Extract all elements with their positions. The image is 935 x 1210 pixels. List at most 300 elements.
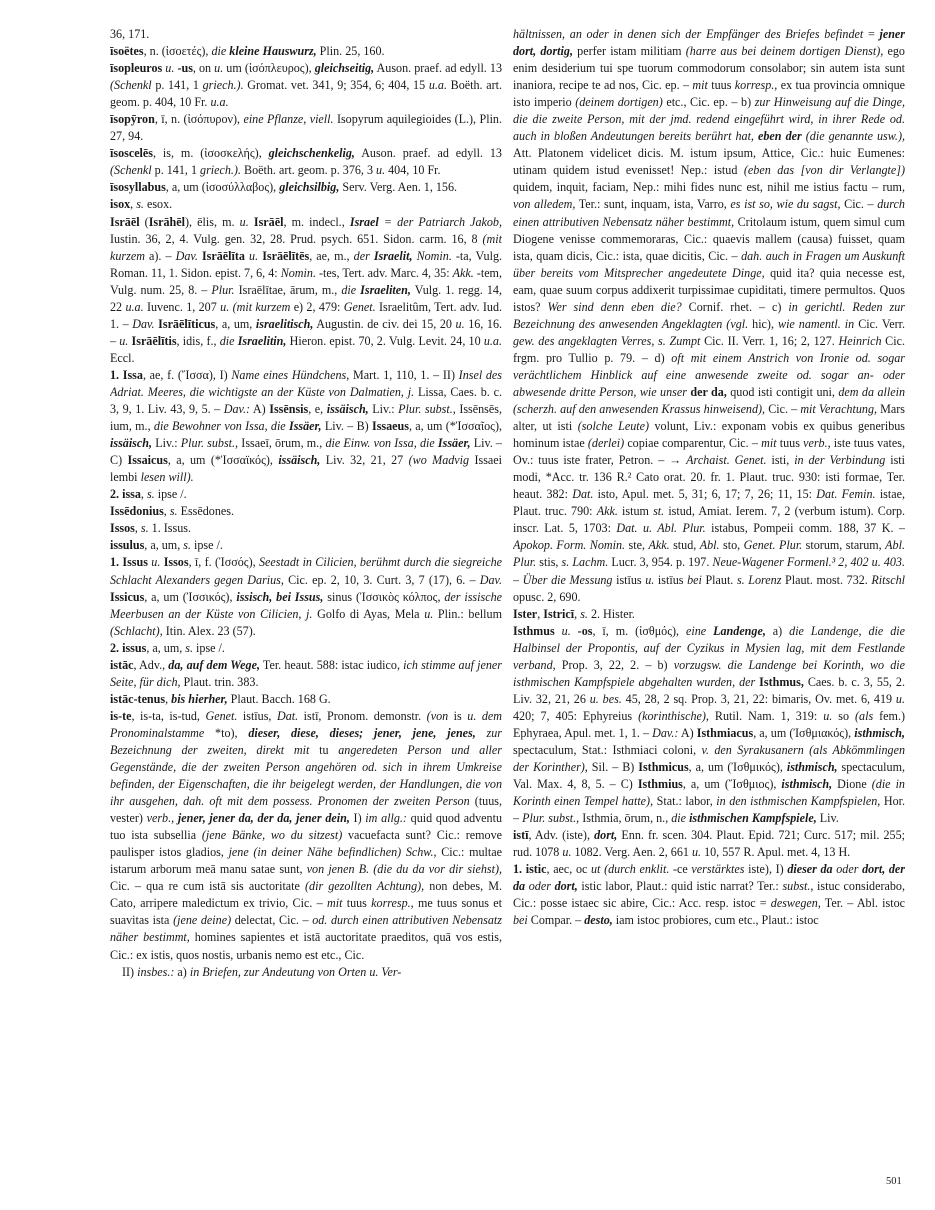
entry-text: etc., Cic. ep. – b): [662, 95, 755, 110]
entry-text: spectaculum, Stat.: Isthmiaci coloni,: [513, 742, 702, 757]
headword: 1. Issus: [110, 555, 148, 570]
entry-text: a): [765, 623, 790, 638]
entry-text: (mit kurzem: [232, 299, 291, 314]
entry-text: ,: [140, 487, 147, 502]
headword: īsoëtes: [110, 44, 144, 59]
entry-text: Sil. – B): [587, 760, 639, 775]
entry-text: isthmisch,: [854, 725, 905, 740]
entry-text: , a, um (*Ἰσσαῖος),: [408, 419, 502, 434]
dictionary-entry: [110, 145, 502, 179]
dictionary-entry: [110, 196, 502, 213]
headword: 1. Issa: [110, 367, 143, 382]
entry-text: issäisch,: [278, 453, 321, 468]
entry-text: esox.: [143, 197, 173, 212]
headword: Issicus: [110, 589, 145, 604]
entry-text: es ist so, wie du sagst,: [730, 197, 841, 212]
entry-text: 420; 7, 405: Ephyreius: [513, 708, 639, 723]
entry-text: da, auf dem Wege,: [168, 657, 260, 672]
entry-text: istae, Plaut. truc. 790:: [513, 487, 905, 519]
entry-text: istuc considerabo, Cic.: posse istaec sic abire, Cic.: Acc. resp. istoc =: [513, 879, 905, 911]
entry-text: Wer sind denn eben die?: [547, 299, 682, 314]
entry-text: Cic. II. Verr. 1, 16; 2, 127.: [700, 333, 839, 348]
entry-text: insbes.:: [137, 964, 175, 979]
entry-text: Cic. Verr.: [854, 316, 905, 331]
entry-text: Akk.: [648, 538, 670, 553]
headword: 2. issus: [110, 640, 147, 655]
headword: īsopȳron: [110, 112, 155, 127]
entry-text: (: [139, 214, 149, 229]
entry-text: Israel: [349, 214, 379, 229]
headword: 2. issa: [110, 487, 141, 502]
entry-text: (korinthische),: [638, 708, 709, 723]
entry-text: mit: [326, 896, 343, 911]
entry-text: Akk.: [596, 504, 618, 519]
entry-text: opusc. 2, 690.: [513, 589, 581, 604]
entry-text: p. 141, 1: [151, 78, 203, 93]
entry-text: Plaut. most. 732.: [781, 572, 872, 587]
entry-text: ipse /.: [191, 538, 223, 553]
headword: īsosyllabus: [110, 180, 166, 195]
entry-text: Liv.:: [368, 402, 399, 417]
entry-text: ste,: [625, 538, 649, 553]
entry-text: Akk.: [452, 265, 474, 280]
entry-text: bis hierher,: [171, 691, 228, 706]
entry-text: Critolaum istum, quem simul cum Diogene venisse commemoraras, Cic.: quaevis mallem (causa) fuisset, quam ista, quam dicis, Cic.: ista, quae dicitis, Cic. –: [513, 214, 905, 263]
entry-text: (Schenkl: [110, 163, 152, 178]
entry-text: (mit kurzem: [110, 231, 502, 263]
entry-text: Dat. Femin.: [816, 487, 876, 502]
entry-text: tuus: [707, 78, 735, 93]
entry-text: u.: [239, 214, 249, 229]
entry-text: so: [832, 708, 856, 723]
dictionary-entry: [110, 657, 502, 691]
entry-text: p. 141, 1: [151, 163, 201, 178]
dictionary-entry: [110, 214, 502, 367]
entry-text: (deinem dortigen): [575, 95, 663, 110]
headword: -os: [577, 623, 593, 638]
entry-text: ex tua provincia omnique isto imperio: [513, 78, 905, 110]
entry-text: , ae, m.,: [309, 248, 354, 263]
entry-text: Plur. subst.,: [180, 436, 239, 451]
entry-text: 45, 28, 2 sq. Prop. 3, 21, 22: bimaris, Ov. met. 6, 419: [621, 691, 896, 706]
entry-text: ipse /.: [154, 487, 187, 502]
entry-text: Issäer,: [288, 419, 322, 434]
dictionary-entry: [110, 503, 502, 520]
entry-text: , idis, f.,: [176, 333, 220, 348]
entry-text: Abl.: [699, 538, 720, 553]
entry-text: *to),: [204, 725, 249, 740]
headword: Isthmus: [513, 623, 555, 638]
entry-text: iam istoc probiores, cum etc., Plaut.: istoc: [612, 913, 819, 928]
entry-text: , e,: [308, 402, 327, 417]
entry-text: (tuus, vester): [110, 794, 502, 826]
entry-text: in der Verbindung: [794, 453, 886, 468]
headword: istāc-tenus: [110, 691, 166, 706]
entry-text: Iustin. 36, 2, 4. Vulg. gen. 32, 28. Prud. psych. 651. Sidon. carm. 16, 8: [110, 231, 483, 246]
entry-text: st.: [653, 504, 665, 519]
entry-text: tuus: [342, 896, 372, 911]
entry-text: , a, um,: [215, 316, 256, 331]
entry-text: A): [678, 725, 697, 740]
entry-text: oder: [528, 879, 551, 894]
headword: der da,: [690, 384, 727, 399]
entry-text: Issäer,: [437, 436, 471, 451]
headword: isox: [110, 197, 131, 212]
entry-text: Liv. 32, 21, 27: [320, 453, 409, 468]
entry-text: Cic. frgm. pro Tullio p. 79. – d): [513, 333, 905, 365]
headword: Isthmus,: [759, 674, 804, 689]
entry-text: Liv. – B): [321, 419, 372, 434]
entry-text: dieser, diese, dieses; jener, jene, jenes,: [248, 725, 476, 740]
entry-text: dieser da: [787, 862, 833, 877]
dictionary-entry: [110, 111, 502, 145]
entry-text: u.: [376, 163, 386, 178]
entry-text: v. den Syrakusanern (als Abkömmlingen der Korinther),: [513, 742, 905, 775]
entry-text: Insel des Adriat. Meeres, die wichtigste an der Küste von Dalmatien, j.: [110, 367, 502, 399]
entry-text: von alledem,: [513, 197, 576, 212]
dictionary-entry: [110, 367, 502, 486]
entry-text: deswegen,: [770, 896, 821, 911]
entry-text: Cic. –: [840, 197, 878, 212]
entry-text: stis,: [536, 555, 562, 570]
entry-text: (die in Korinth einen Tempel hatte),: [513, 777, 905, 809]
entry-text: Cic. – qua re cum istā sis auctoritate: [110, 879, 306, 894]
entry-text: Ter. – Abl. istoc: [820, 896, 905, 911]
entry-text: quod isti contigit uni,: [726, 384, 839, 399]
entry-text: =: [863, 27, 880, 41]
entry-text: Lissa, Caes. b. c. 3, 9, 1. Liv. 43, 9, 5. –: [110, 384, 502, 417]
entry-text: ,: [574, 606, 581, 621]
entry-text: Auson. praef. ad edyll. 13: [354, 146, 502, 161]
entry-text: Golfo di Ayas, Mela: [312, 606, 425, 621]
entry-text: Prop. 3, 22, 2. – b): [555, 657, 674, 672]
entry-text: hältnissen, an oder in denen sich der Empfänger des Briefes befindet: [513, 27, 864, 41]
entry-text: s. Lachm.: [561, 555, 609, 570]
entry-text: Att. Platonem videlicet dicis. M. istum ipsum, Attice, Cic.: huic Eumenes: utinam quidem istud evenisset! Nep.: istud: [513, 146, 905, 178]
entry-text: copiae comparentur, Cic. –: [624, 436, 762, 451]
entry-text: Neue-Wagener Formenl.³ 2, 402 u. 403. – Über die Messung: [513, 555, 905, 587]
entry-text: subst.,: [782, 879, 814, 894]
entry-text: s.: [169, 504, 178, 519]
headword: is-te: [110, 708, 132, 723]
entry-text: Plin.: bellum: [433, 606, 502, 621]
headword: Isrāēlītis: [131, 333, 177, 348]
entry-text: istic labor, Plaut.: quid istic narrat? Ter.:: [577, 879, 783, 894]
entry-text: der: [353, 248, 374, 263]
entry-text: , aec, oc: [546, 862, 591, 877]
entry-text: ,: [537, 606, 544, 621]
headword: īsoscelēs: [110, 146, 153, 161]
entry-text: gleichschenkelig,: [268, 146, 355, 161]
entry-text: 404, 10 Fr.: [385, 163, 441, 178]
entry-text: spectaculum, Val. Max. 4, 8, 5. – C): [513, 760, 905, 792]
entry-text: ,: [130, 197, 137, 212]
entry-text: lesen will).: [140, 470, 194, 485]
page-number: 501: [886, 1176, 902, 1187]
entry-text: [571, 624, 578, 638]
entry-text: -ce: [669, 862, 692, 877]
headword: Isrāēlītēs: [262, 248, 310, 263]
entry-text: u.: [562, 845, 572, 860]
dictionary-entry: [110, 640, 502, 657]
entry-text: [476, 726, 487, 740]
entry-text: , Adv.,: [133, 657, 169, 672]
headword: Isrāhēl: [148, 214, 185, 229]
headword: 1. istic: [513, 862, 547, 877]
entry-text: istīus: [654, 572, 688, 587]
entry-text: ), ēlis, m.: [185, 214, 240, 229]
entry-text: Cornif. rhet. – c): [681, 299, 789, 314]
entry-text: ,: [165, 691, 172, 706]
entry-text: Compar. –: [527, 913, 585, 928]
entry-text: von jenen B. (die du da vor dir siehst),: [306, 862, 502, 877]
entry-text: in gerichtl. Reden zur Bezeichnung des anwesenden Angeklagten (vgl.: [513, 299, 905, 331]
entry-text: Dat. u. Abl. Plur.: [616, 521, 706, 536]
entry-text: Israelit,: [373, 248, 413, 263]
entry-text: (Schlacht),: [110, 623, 163, 638]
dictionary-entry: [513, 623, 905, 828]
entry-text: issäisch,: [326, 402, 369, 417]
entry-text: vacuefacta sunt? Cic.: remove paulisper istos gladios,: [110, 828, 502, 860]
entry-text: volunt, Liv.: exponam vobis ex quibus generibus hominum istae: [513, 419, 905, 451]
entry-text: Ter.: sunt, inquam, ista, Varro,: [575, 197, 731, 212]
entry-text: in den isthmischen Kampfspielen,: [716, 794, 881, 809]
entry-text: , a, um (Ἴσθμιος),: [682, 777, 782, 792]
entry-text: vorzugsw. die Landenge bei Korinth, wo die isthmischen Kampfspiele abgehalten wurden, der: [513, 657, 905, 689]
entry-text: eine: [686, 623, 714, 638]
entry-text: korresp.,: [734, 78, 778, 93]
entry-text: 1. Issus.: [148, 521, 191, 536]
entry-text: Plaut. trin. 383.: [180, 674, 259, 689]
dictionary-entry: [110, 537, 502, 554]
entry-text: storum, starum,: [802, 538, 886, 553]
entry-text: jener, jener da, der da, jener dein,: [177, 811, 350, 826]
entry-text: (durch enklit.: [604, 862, 670, 877]
entry-text: Landenge,: [713, 623, 766, 638]
left-column: [110, 26, 502, 1196]
entry-text: Issēnsēs, ium, m.,: [110, 402, 502, 434]
entry-text: Israelitin,: [237, 333, 287, 348]
dictionary-entry: [110, 964, 502, 981]
entry-text: Cic. –: [765, 402, 801, 417]
entry-text: , ī, m. (ἰσθμός),: [592, 623, 687, 638]
dictionary-entry: [110, 179, 502, 196]
entry-text: Plaut. Bacch. 168 G.: [227, 691, 331, 706]
entry-text: gleichsilbig,: [279, 180, 340, 195]
entry-text: durch einen attributiven Nebensatz näher bestimmt,: [513, 197, 905, 229]
entry-text: (wo Madvig: [408, 453, 470, 468]
entry-text: Genet.: [205, 708, 238, 723]
headword: Isthmicus: [638, 760, 689, 775]
entry-text: , on: [192, 61, 215, 76]
entry-text: mit Verachtung,: [800, 402, 878, 417]
entry-text: Dat.: [572, 487, 594, 502]
entry-text: u.: [249, 248, 259, 263]
entry-text: Plur. subst.,: [522, 811, 580, 826]
entry-text: u.: [151, 555, 161, 570]
entry-text: , is-ta, is-tud,: [131, 708, 206, 723]
entry-text: a). –: [144, 248, 176, 263]
entry-text: griech.).: [202, 78, 244, 93]
headword: -us: [177, 61, 193, 76]
dictionary-entry: [110, 26, 502, 43]
entry-text: [555, 624, 562, 638]
entry-text: um (ἰσόπλευρος),: [223, 61, 315, 76]
entry-text: Mars alter, ut isti: [513, 402, 905, 434]
entry-text: Israeliten,: [360, 282, 411, 297]
entry-text: Plin. 25, 160.: [316, 44, 385, 59]
entry-text: u.: [561, 623, 571, 638]
entry-text: u.: [895, 691, 905, 706]
entry-text: desto,: [584, 913, 613, 928]
entry-text: , a, um,: [146, 640, 186, 655]
entry-text: u.: [165, 61, 175, 76]
entry-text: sto,: [719, 538, 744, 553]
entry-text: s. Lorenz: [736, 572, 782, 587]
entry-text: Seestadt in Cilicien, berühmt durch die siegreiche Schlacht Alexanders gegen Darius,: [110, 555, 502, 587]
entry-text: Itin. Alex. 23 (57).: [162, 623, 256, 638]
entry-text: Nomin.: [416, 248, 452, 263]
entry-text: issäisch,: [110, 436, 153, 451]
entry-text: iste tuus vates, Ov.: tuus iste frater, Petron. – →: [513, 436, 905, 468]
dictionary-entry: [110, 486, 502, 503]
entry-text: quid quod adventu tuo ista subsellia: [110, 811, 502, 843]
entry-text: (jene Bänke, wo du sitzest): [201, 828, 343, 843]
entry-text: me tuus sonus et suavitas ista: [110, 896, 502, 928]
entry-text: s.: [140, 521, 149, 536]
entry-text: (als: [855, 708, 874, 723]
entry-text: Dione: [832, 777, 872, 792]
entry-text: Issaei lembi: [110, 453, 502, 485]
entry-text: Boëth. art. geom. p. 376, 3: [241, 163, 377, 178]
entry-text: Hor. –: [513, 794, 905, 826]
entry-text: istīus,: [237, 708, 277, 723]
entry-text: u.: [823, 708, 833, 723]
entry-text: perfer istam militiam: [572, 44, 686, 59]
entry-text: (jene deine): [173, 913, 232, 928]
entry-text: Enn. fr. scen. 304. Plaut. Epid. 721; Curc. 517; mil. 255; rud. 1078: [513, 828, 905, 860]
entry-text: griech.).: [200, 163, 241, 178]
entry-text: , is, m. (ἰσοσκελής),: [153, 146, 269, 161]
entry-text: die: [671, 811, 690, 826]
entry-text: jene (in deiner Nähe befindlichen) Schw.,: [228, 845, 437, 860]
entry-text: 16, 16. –: [110, 316, 502, 348]
entry-text: isti,: [766, 453, 795, 468]
entry-text: istabus, Pompeii comm. 188, 37 K. –: [705, 521, 905, 536]
entry-text: Nomin.: [280, 265, 316, 280]
entry-text: isthmisch,: [786, 760, 838, 775]
dictionary-entry: [110, 43, 502, 60]
entry-text: zur Bezeichnung der zweiten, direkt mit: [110, 725, 502, 757]
headword: istāc: [110, 657, 134, 672]
entry-text: u.a.: [483, 333, 502, 348]
entry-text: issisch, bei Issus,: [236, 589, 324, 604]
entry-text: quid ita? quia necesse est, eam, quae suum corpus addixerit turpissimae cupiditati, timere permultos. Quos istos?: [513, 265, 905, 314]
entry-text: 1082. Verg. Aen. 2, 661: [571, 845, 692, 860]
entry-text: s.: [136, 197, 144, 212]
entry-text: angeredeten Person und aller Gegenstände, die der zweiten Person angehören od. sich in ihrem Umkreise befinden, der Eigenschaften, die ihr beigelegt werden, der Handlungen, die von ihr ausgehen, dah. oft mit dem possess. Pronomen der zweiten Person: [110, 742, 502, 809]
entry-text: 2. Hister.: [587, 606, 635, 621]
entry-text: od. durch einen attributiven Nebensatz näher bestimmt,: [110, 913, 502, 945]
entry-text: Genet. Plur.: [743, 538, 803, 553]
entry-text: Cic.: multae istarum arborum meā manu satae sunt,: [110, 845, 502, 877]
entry-text: u.a.: [428, 78, 447, 93]
entry-text: (eben das [von dir Verlangte]): [743, 163, 905, 178]
entry-text: zur Hinweisung auf die Dinge, die die zweite Person, mit der jmd. redend eingeführt wird, in ihrer Rede od. auch in bloßen Andeutungen bereits berührt hat,: [513, 95, 905, 144]
entry-text: isto, Apul. met. 5, 31; 6, 17; 7, 26; 11, 15:: [593, 487, 817, 502]
dictionary-entry: [513, 827, 905, 861]
entry-text: delectat, Cic. –: [231, 913, 313, 928]
entry-text: isti modi, *Acc. tr. 136 R.² Cato orat. 20. fr. 1. Plaut. truc. 930: isti formae, Ter. heaut. 382:: [513, 453, 905, 502]
entry-text: Dav.: [132, 316, 155, 331]
entry-text: ,: [163, 504, 170, 519]
entry-text: Genet.: [343, 299, 376, 314]
entry-text: Heinrich: [838, 333, 882, 348]
entry-text: dah. auch in Fragen um Auskunft über bereits vom Mitsprecher angedeutete Dinge,: [513, 248, 905, 280]
entry-text: im allg.:: [365, 811, 407, 826]
entry-text: gew. des angeklagten Verres, s. Zumpt: [513, 333, 701, 348]
entry-text: Cic. ep. 2, 10, 3. Curt. 3, 7 (17), 6. –: [283, 572, 480, 587]
entry-text: s.: [185, 640, 194, 655]
headword: Issaicus: [127, 453, 168, 468]
entry-text: , a, um,: [144, 538, 184, 553]
entry-text: u.a.: [125, 299, 144, 314]
entry-text: fem.) Ephyraea, Apul. met. 1, 1. –: [513, 708, 905, 740]
entry-text: II): [122, 964, 138, 979]
entry-text: wie namentl. in: [778, 316, 855, 331]
entry-text: sinus (Ἰσσικὸς κόλπος,: [323, 589, 445, 604]
entry-text: korresp.,: [371, 896, 414, 911]
entry-text: u.a.: [210, 95, 229, 110]
entry-text: (Schenkl: [110, 78, 152, 93]
entry-text: , a, um (Ἰσσικός),: [144, 589, 237, 604]
entry-text: Archaist. Genet.: [686, 453, 767, 468]
headword: Ister: [513, 606, 538, 621]
dictionary-entry: [513, 26, 905, 606]
entry-text: mit: [692, 78, 708, 93]
entry-text: Issaeī, ōrum, m.,: [238, 436, 326, 451]
entry-text: Essēdones.: [177, 504, 234, 519]
entry-text: ipse /.: [193, 640, 225, 655]
right-column: [513, 26, 905, 1196]
dictionary-entry: [513, 861, 905, 929]
entry-text: jener dort, dortig,: [513, 27, 905, 59]
entry-text: Iuvenc. 1, 207: [143, 299, 221, 314]
headword: Issos: [110, 521, 135, 536]
entry-text: -tes, Tert. adv. Marc. 4, 35:: [315, 265, 453, 280]
headword: Isrāēlīticus: [158, 316, 216, 331]
entry-text: bei: [687, 572, 702, 587]
dictionary-entry: [110, 708, 502, 964]
entry-text: Plaut.: [701, 572, 737, 587]
entry-text: die: [341, 282, 361, 297]
headword: Isthmius: [637, 777, 683, 792]
entry-text: dort, der da: [513, 862, 905, 894]
headword: Isrāēlīta: [201, 248, 245, 263]
entry-text: Stat.: labor,: [653, 794, 717, 809]
entry-text: is: [448, 708, 468, 723]
entry-text: Auson. praef. ad edyll. 13: [374, 61, 502, 76]
headword: Isrāēl: [253, 214, 284, 229]
entry-text: ,: [134, 521, 141, 536]
entry-text: eine Pflanze, viell.: [243, 112, 334, 127]
entry-text: Dat.: [276, 708, 299, 723]
entry-text: der issische Meerbusen an der Küste von Cilicien, j.: [110, 589, 502, 621]
entry-text: , Adv. (iste),: [528, 828, 595, 843]
entry-text: (dir gezollten Achtung),: [305, 879, 425, 894]
entry-text: , a, um (Ἰσθμικός),: [688, 760, 787, 775]
entry-text: oder: [836, 862, 859, 877]
